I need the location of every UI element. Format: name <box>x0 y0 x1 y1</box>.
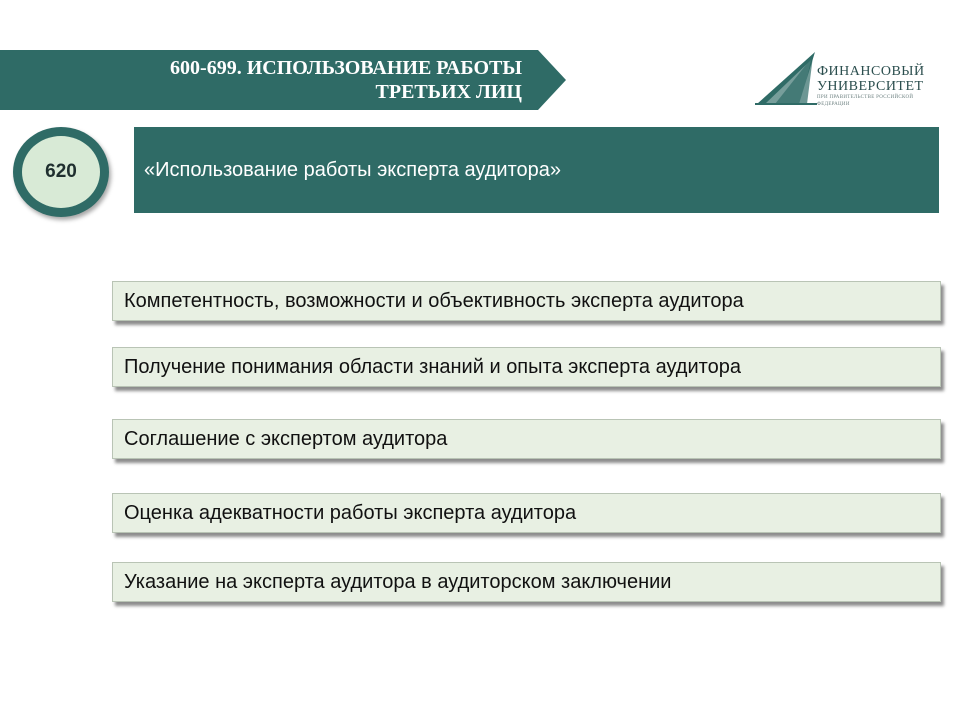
list-item-text: Оценка адекватности работы эксперта аудитора <box>124 501 577 524</box>
logo-emblem-icon <box>755 50 817 108</box>
standard-number: 620 <box>22 136 100 208</box>
header-title <box>62 50 522 110</box>
logo-line1: ФИНАНСОВЫЙ <box>817 64 925 79</box>
logo-text <box>817 64 945 108</box>
list-item <box>112 281 941 321</box>
header-banner <box>0 50 566 110</box>
list-item-text: Компетентность, возможности и объективность эксперта аудитора <box>124 289 744 312</box>
header-title-line1: 600-699. ИСПОЛЬЗОВАНИЕ РАБОТЫ <box>170 57 522 79</box>
university-logo <box>755 50 945 108</box>
header-title-line2: ТРЕТЬИХ ЛИЦ <box>375 81 522 103</box>
list-item <box>112 493 941 533</box>
list-item-text: Указание на эксперта аудитора в аудиторском заключении <box>124 570 672 593</box>
standard-title-box <box>134 127 939 213</box>
list-item <box>112 562 941 602</box>
standard-number-badge <box>13 127 109 217</box>
list-item <box>112 419 941 459</box>
logo-line2: УНИВЕРСИТЕТ <box>817 79 924 94</box>
list-item-text: Соглашение с экспертом аудитора <box>124 427 448 450</box>
list-item <box>112 347 941 387</box>
logo-subline: ПРИ ПРАВИТЕЛЬСТВЕ РОССИЙСКОЙ ФЕДЕРАЦИИ <box>817 95 914 107</box>
standard-title: «Использование работы эксперта аудитора» <box>144 158 562 181</box>
list-item-text: Получение понимания области знаний и опыта эксперта аудитора <box>124 355 741 378</box>
